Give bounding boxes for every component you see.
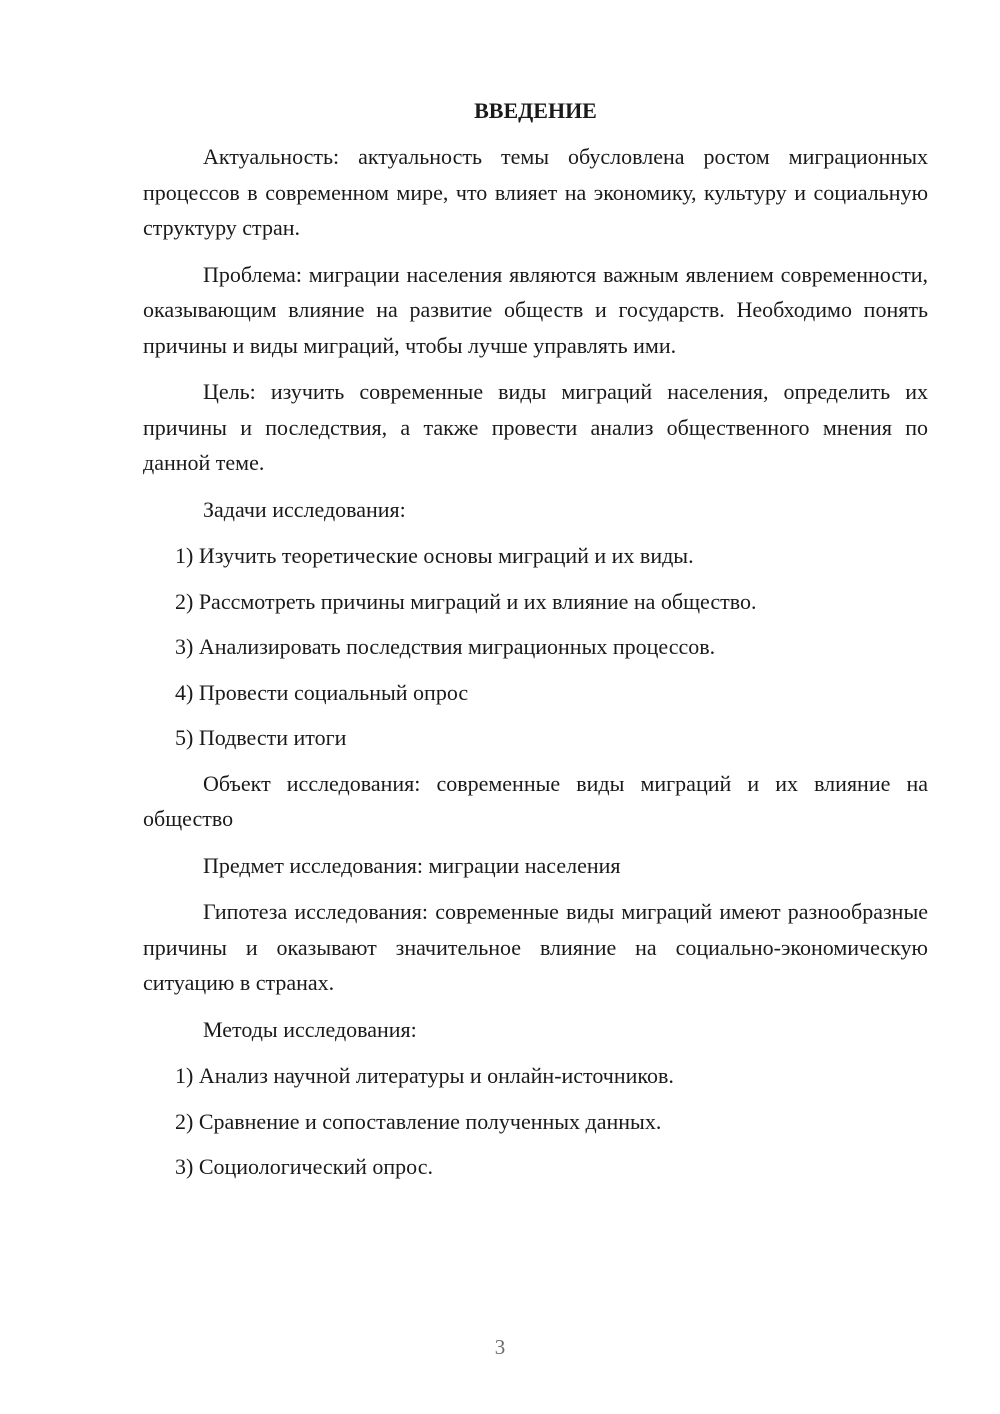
list-item: 1) Анализ научной литературы и онлайн-источников. bbox=[175, 1063, 674, 1088]
list-item: 3) Социологический опрос. bbox=[175, 1154, 433, 1179]
list-item: 2) Рассмотреть причины миграций и их влияние на общество. bbox=[175, 588, 757, 614]
object-paragraph: Объект исследования: современные виды миграций и их влияние на общество bbox=[143, 770, 928, 831]
hypothesis-paragraph: Гипотеза исследования: современные виды миграций имеют разнообразные причины и оказывают значительное влияние на социально-экономическую ситуацию в странах. bbox=[143, 899, 928, 995]
document-body bbox=[143, 139, 928, 1195]
relevance-paragraph: Актуальность: актуальность темы обусловлена ростом миграционных процессов в современном мире, что влияет на экономику, культуру и социальную структуру стран. bbox=[143, 144, 928, 240]
problem-paragraph: Проблема: миграции населения являются важным явлением современности, оказывающим влияние на развитие обществ и государств. Необходимо понять причины и виды миграций, чтобы лучше управлять ими. bbox=[143, 261, 928, 358]
list-item: 2) Сравнение и сопоставление полученных данных. bbox=[175, 1108, 662, 1134]
subject-paragraph: Предмет исследования: миграции населения bbox=[203, 852, 621, 878]
list-item: 1) Изучить теоретические основы миграций и их виды. bbox=[175, 543, 694, 568]
goal-paragraph: Цель: изучить современные виды миграций населения, определить их причины и последствия, а также провести анализ общественного мнения по данной теме. bbox=[143, 379, 928, 475]
list-item: 4) Провести социальный опрос bbox=[175, 679, 469, 705]
tasks-list bbox=[143, 538, 928, 756]
page-number: 3 bbox=[494, 1335, 506, 1359]
list-item: 5) Подвести итоги bbox=[175, 725, 347, 750]
methods-heading: Методы исследования: bbox=[203, 1016, 417, 1042]
list-item: 3) Анализировать последствия миграционных процессов. bbox=[175, 634, 716, 659]
methods-list bbox=[143, 1058, 928, 1185]
section-heading: ВВЕДЕНИЕ bbox=[474, 98, 597, 123]
tasks-heading: Задачи исследования: bbox=[203, 496, 406, 522]
